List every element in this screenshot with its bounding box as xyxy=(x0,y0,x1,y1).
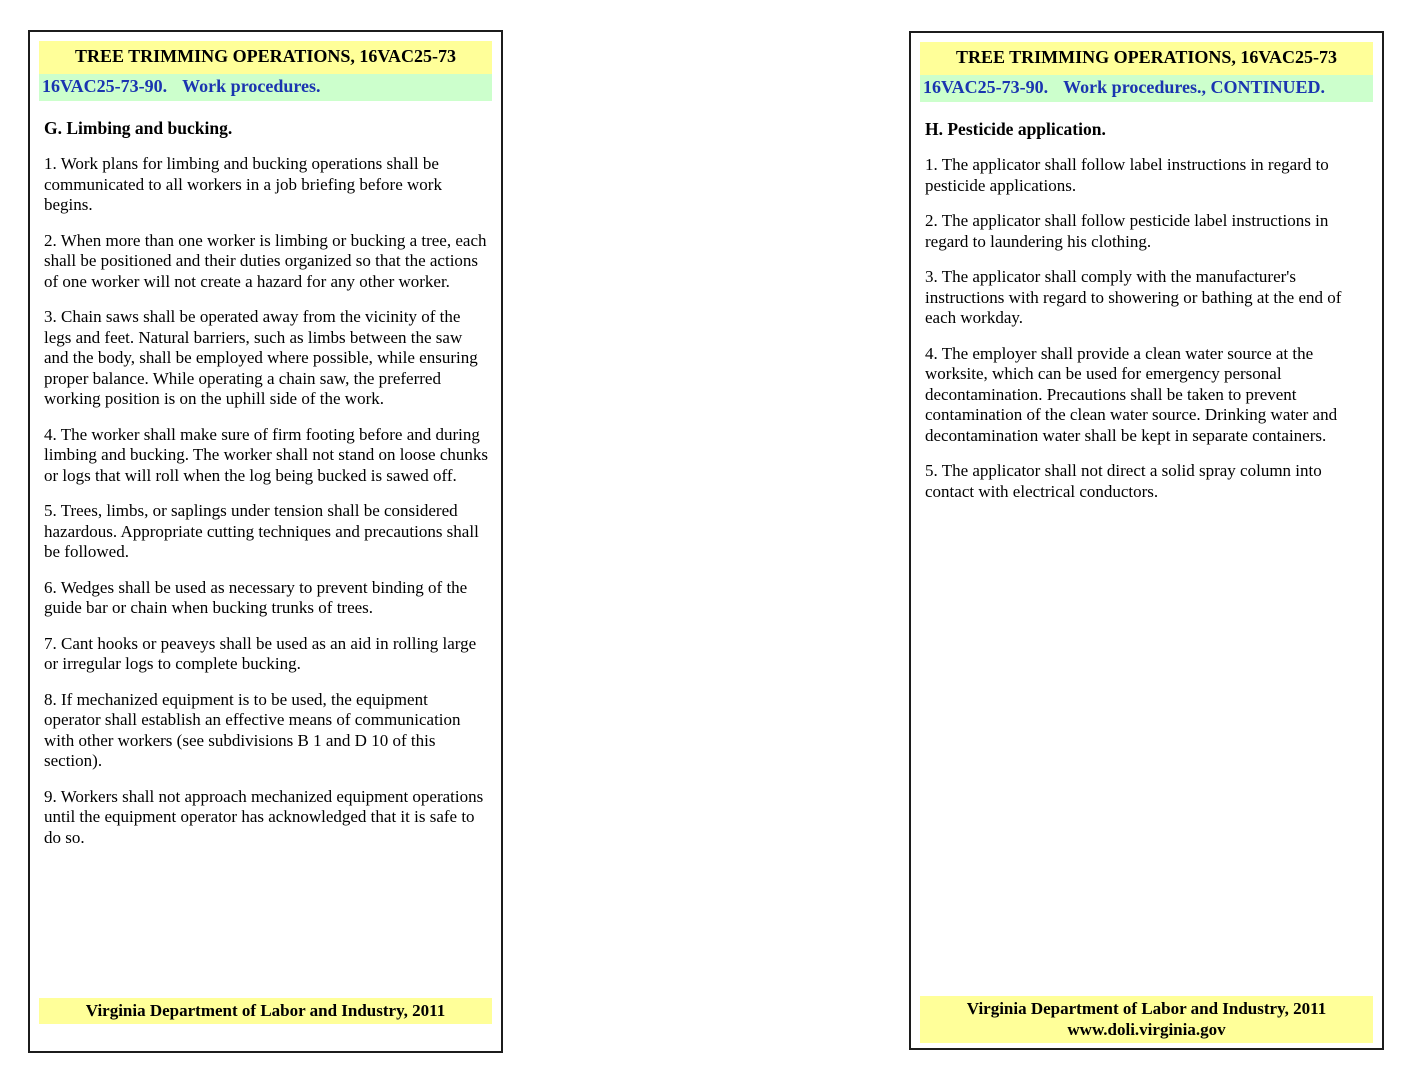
pamphlet-page-left xyxy=(28,30,503,1053)
paragraph: 8. If mechanized equipment is to be used, the equipment operator shall establish an effective means of communication with other workers (see subdivisions B 1 and D 10 of this section). xyxy=(44,689,461,770)
section-name: Work procedures., CONTINUED. xyxy=(1063,77,1326,97)
subsection-heading: H. Pesticide application. xyxy=(925,119,1106,139)
page-title: TREE TRIMMING OPERATIONS, 16VAC25-73 xyxy=(74,46,457,66)
subsection-heading: G. Limbing and bucking. xyxy=(44,118,233,138)
footer-line: Virginia Department of Labor and Industry, 2011 xyxy=(85,1001,446,1020)
footer-band xyxy=(39,998,492,1024)
paragraph: 9. Workers shall not approach mechanized equipment operations until the equipment operator has acknowledged that it is safe to do so. xyxy=(44,786,484,847)
section-code: 16VAC25-73-90. xyxy=(923,77,1049,97)
paragraph: 1. Work plans for limbing and bucking operations shall be communicated to all workers in a job briefing before work begins. xyxy=(44,154,442,214)
section-band xyxy=(920,75,1373,102)
pamphlet-page-right xyxy=(909,31,1384,1050)
paragraph: 7. Cant hooks or peaveys shall be used as an aid in rolling large or irregular logs to complete bucking. xyxy=(44,633,477,673)
paragraph: 3. The applicator shall comply with the manufacturer's instructions with regard to showering or bathing at the end of each workday. xyxy=(925,267,1342,327)
paragraph: 6. Wedges shall be used as necessary to prevent binding of the guide bar or chain when bucking trunks of trees. xyxy=(44,577,468,617)
page-title-band xyxy=(39,41,492,74)
footer-band xyxy=(920,996,1373,1043)
footer-line: Virginia Department of Labor and Industry, 2011 xyxy=(966,999,1327,1018)
paragraph: 5. Trees, limbs, or saplings under tension shall be considered hazardous. Appropriate cutting techniques and precautions shall be followed. xyxy=(44,501,479,561)
page-title: TREE TRIMMING OPERATIONS, 16VAC25-73 xyxy=(955,47,1338,67)
paragraph: 1. The applicator shall follow label instructions in regard to pesticide applications. xyxy=(925,155,1329,195)
body-text xyxy=(30,154,501,848)
paragraph: 5. The applicator shall not direct a solid spray column into contact with electrical conductors. xyxy=(925,461,1322,501)
paragraph: 4. The employer shall provide a clean water source at the worksite, which can be used for emergency personal decontamination. Precautions shall be taken to prevent contamination of the clean water source. Drinking water and decontamination water shall be kept in separate containers. xyxy=(925,343,1338,445)
footer-line: www.doli.virginia.gov xyxy=(1067,1020,1226,1039)
section-band xyxy=(39,74,492,101)
section-code: 16VAC25-73-90. xyxy=(42,76,168,96)
paragraph: 2. The applicator shall follow pesticide label instructions in regard to laundering his clothing. xyxy=(925,211,1329,251)
paragraph: 2. When more than one worker is limbing or bucking a tree, each shall be positioned and their duties organized so that the actions of one worker will not create a hazard for any other worker. xyxy=(44,230,487,291)
body-text xyxy=(911,155,1382,502)
paragraph: 4. The worker shall make sure of firm footing before and during limbing and bucking. The worker shall not stand on loose chunks or logs that will roll when the log being bucked is sawed off. xyxy=(44,424,488,485)
section-name: Work procedures. xyxy=(182,76,321,96)
page-title-band xyxy=(920,42,1373,75)
paragraph: 3. Chain saws shall be operated away from the vicinity of the legs and feet. Natural barriers, such as limbs between the saw and the body, shall be employed where possible, while ensuring proper balance. While operating a chain saw, the preferred working position is on the uphill side of the work. xyxy=(44,307,478,408)
